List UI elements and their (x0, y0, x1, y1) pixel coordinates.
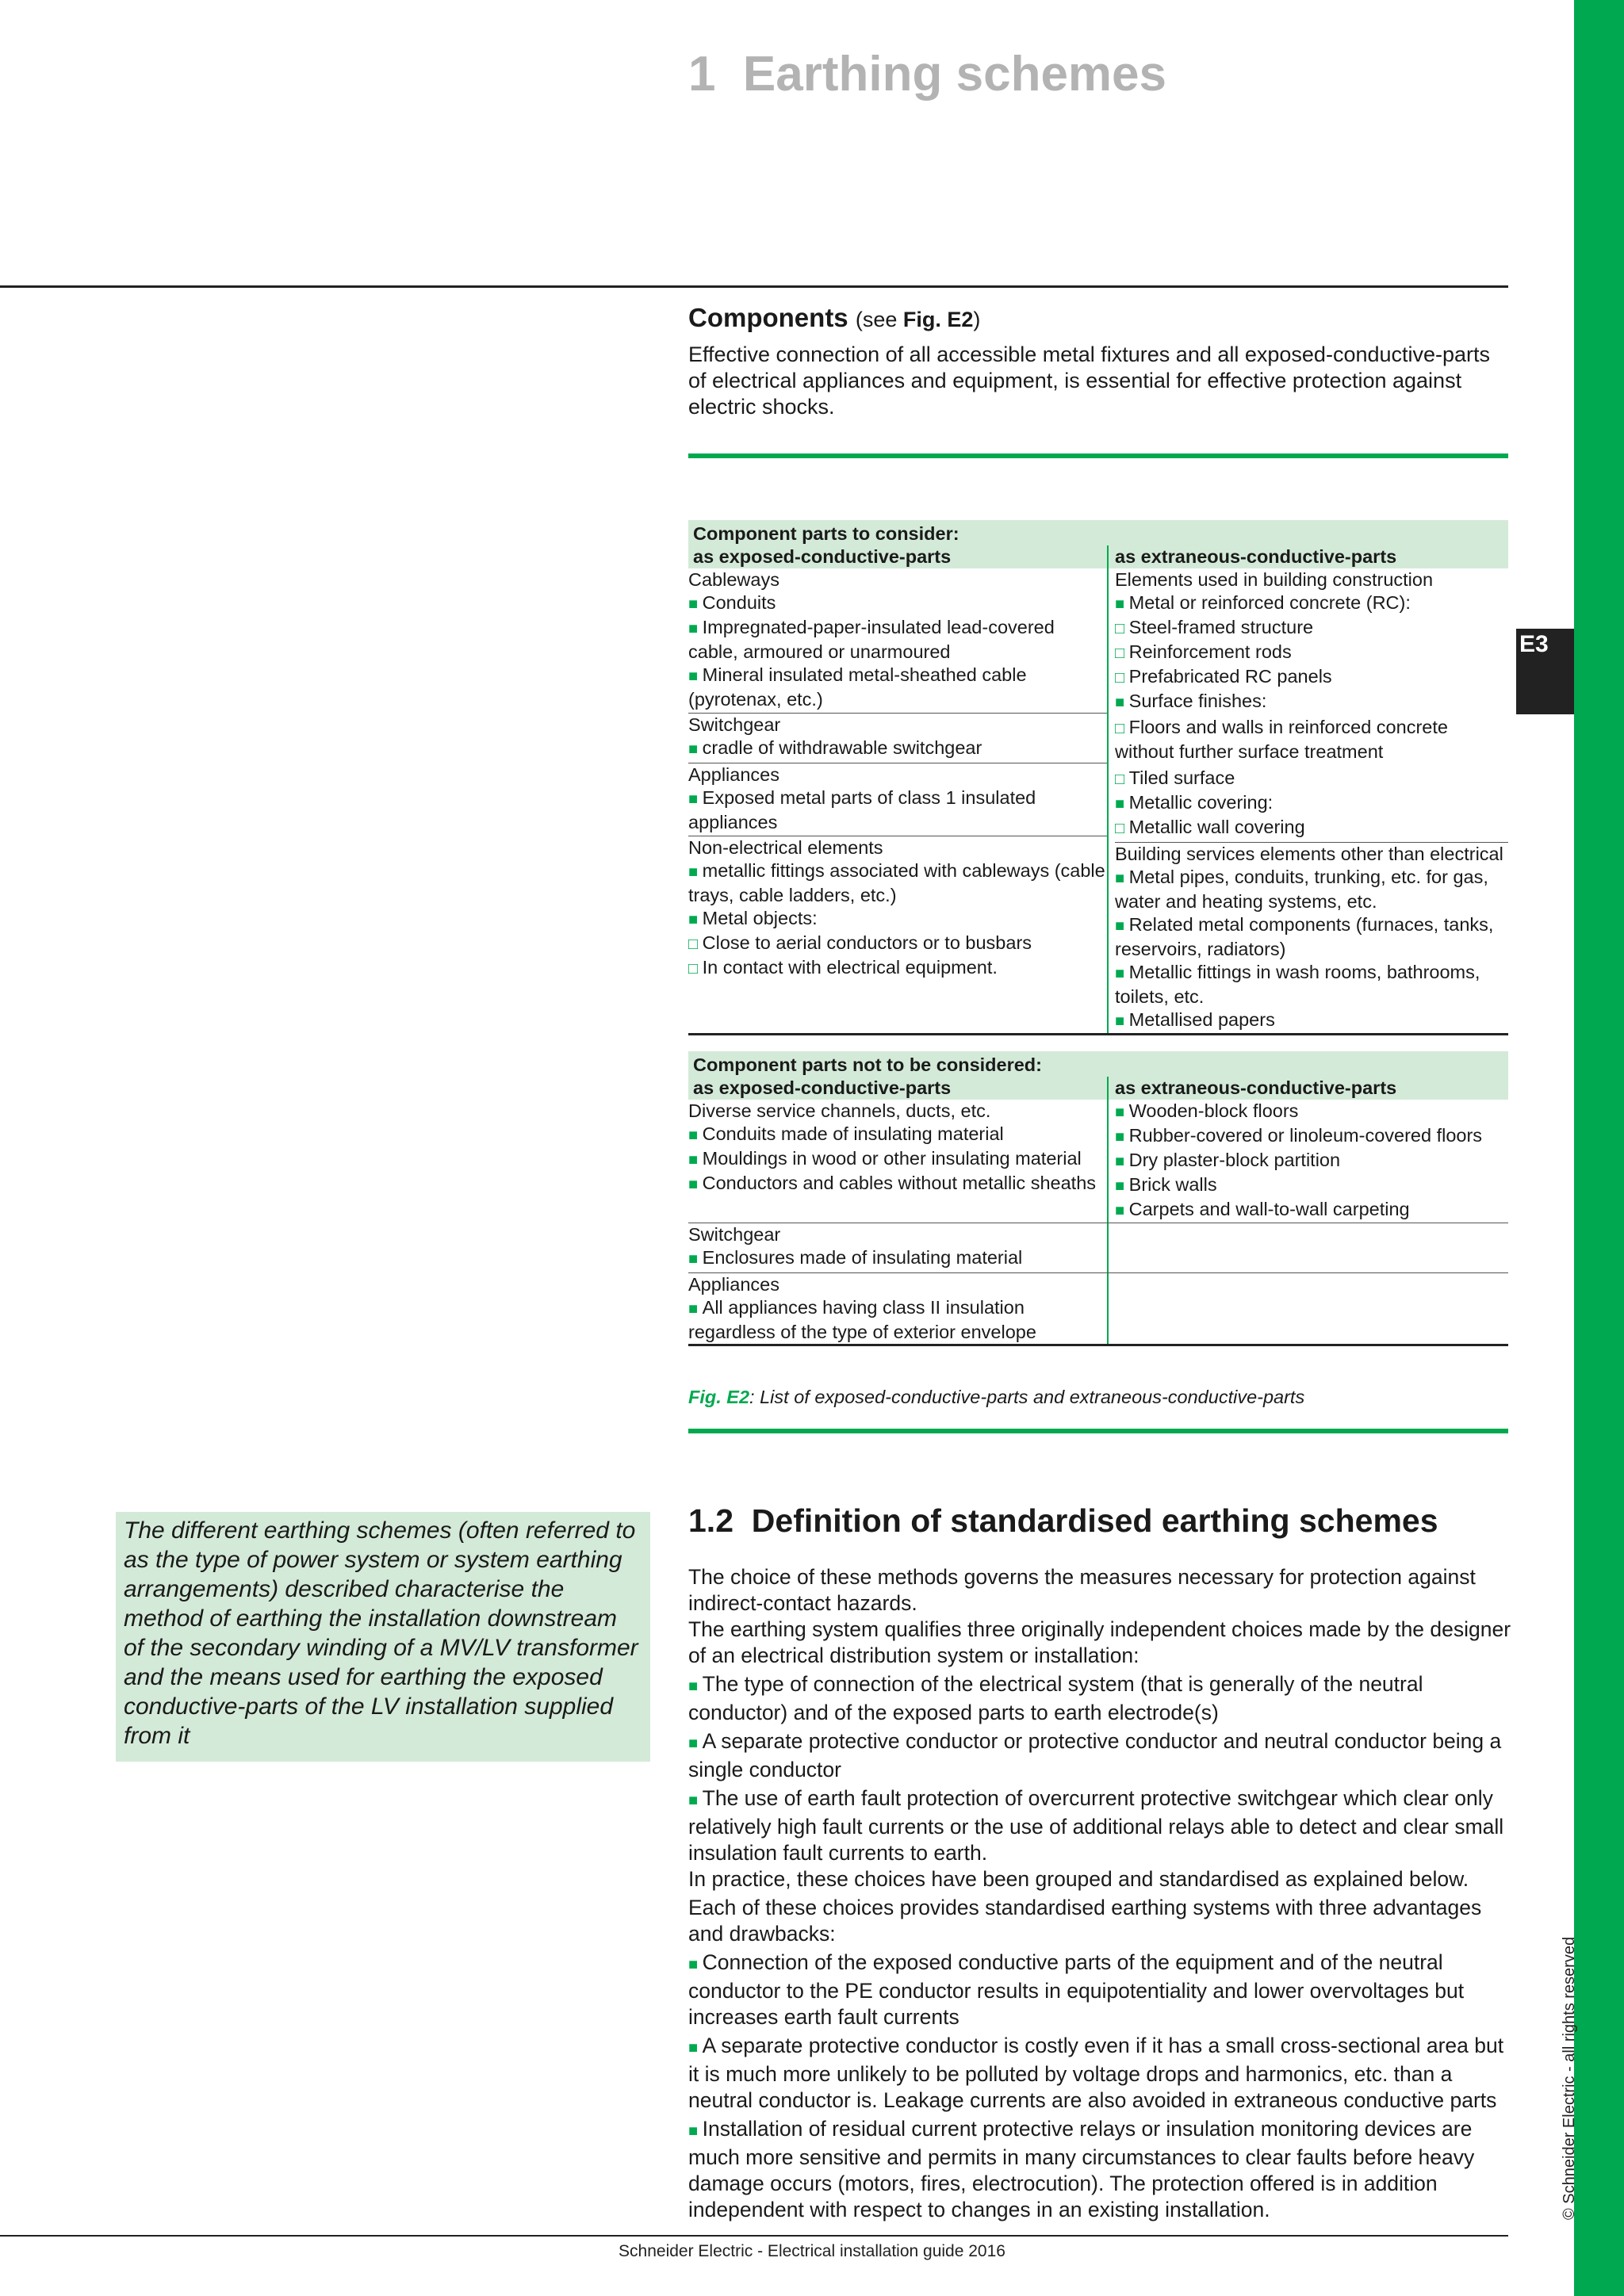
bullet-hollow-square-icon: □ (1115, 669, 1129, 687)
bullet-square-icon: ■ (688, 2122, 703, 2140)
column-header-left: as exposed-conductive-parts (688, 545, 1109, 568)
paragraph: The choice of these methods governs the measures necessary for protection against indirect-contact hazards. (688, 1565, 1476, 1615)
table-cell-line: Elements used in building construction (1115, 569, 1434, 590)
column-header-right: as extraneous-conductive-parts (1115, 1077, 1397, 1098)
bullet-square-icon: ■ (1115, 1177, 1129, 1195)
table1-left-column (688, 568, 1109, 1033)
table-cell-line: ■ Related metal components (furnaces, tanks, reservoirs, radiators) (1115, 914, 1494, 959)
bullet-square-icon: ■ (688, 1176, 703, 1193)
bullet-square-icon: ■ (688, 595, 703, 613)
bullet-square-icon: ■ (688, 1678, 703, 1695)
table-bottom-rule (688, 1344, 1508, 1346)
table-cell-line: □ In contact with electrical equipment. (688, 957, 998, 978)
see-suffix: ) (973, 308, 981, 331)
bullet-square-icon: ■ (688, 911, 703, 928)
bullet-square-icon: ■ (688, 790, 703, 808)
table-cell-line: ■ Conduits (688, 592, 776, 613)
table-not-considered (688, 1051, 1508, 1346)
table-cell-left (688, 1223, 1109, 1272)
table-cell-line: ■ Carpets and wall-to-wall carpeting (1115, 1199, 1410, 1219)
table-cell-line: Appliances (688, 1274, 779, 1295)
table-cell-line: □ Close to aerial conductors or to busbars (688, 932, 1032, 953)
bullet-hollow-square-icon: □ (1115, 771, 1129, 788)
table-cell-line: ■ Metallic fittings in wash rooms, bathrooms, toilets, etc. (1115, 962, 1480, 1007)
table1-left-block (688, 568, 1107, 713)
bullet-hollow-square-icon: □ (1115, 620, 1129, 637)
bullet-square-icon: ■ (1115, 1153, 1129, 1170)
table1-right-column (1109, 568, 1508, 1033)
column-header-left: as exposed-conductive-parts (688, 1077, 1109, 1100)
table-cell-line: ■ Conduits made of insulating material (688, 1123, 1004, 1144)
bullet-square-icon: ■ (688, 1250, 703, 1268)
table-header (688, 520, 1508, 568)
table-cell-left (688, 1273, 1109, 1344)
components-heading-text: Components (688, 303, 848, 332)
table-row (688, 1223, 1508, 1272)
table-header (688, 1051, 1508, 1100)
green-rule-2 (688, 1429, 1508, 1433)
table-body (688, 568, 1508, 1033)
section-body (688, 1564, 1513, 2223)
chapter-title: 1 Earthing schemes (688, 47, 1167, 101)
bullet-square-icon: ■ (688, 1956, 703, 1973)
table-cell-line: □ Floors and walls in reinforced concrete without further surface treatment (1115, 717, 1448, 762)
table-cell-line: ■ All appliances having class II insulation regardless of the type of exterior envelope (688, 1297, 1036, 1342)
bullet-square-icon: ■ (1115, 1128, 1129, 1146)
components-heading (688, 303, 980, 333)
table-title: Component parts not to be considered: (693, 1054, 1042, 1075)
table-cell-line: ■ metallic fittings associated with cableways (cable trays, cable ladders, etc.) (688, 860, 1105, 905)
section-tab: E3 (1516, 629, 1574, 714)
table-cell-line: □ Prefabricated RC panels (1115, 666, 1332, 687)
table1-left-block (688, 763, 1107, 836)
table-cell-line: Non-electrical elements (688, 837, 883, 858)
bullet-item: ■ Connection of the exposed conductive parts of the equipment and of the neutral conductor to the PE conductor results in equipotentiality and lower overvoltages but increases earth fault currents (688, 1950, 1465, 2029)
bullet-item: ■ A separate protective conductor is costly even if it has a small cross-sectional area but it is much more unlikely to be polluted by voltage drops and harmonics, etc. than a neutral conductor is. Leakage currents are also avoided in extraneous conductive parts (688, 2034, 1504, 2112)
paragraph: In practice, these choices have been grouped and standardised as explained below. (688, 1867, 1469, 1891)
table-cell-line: Switchgear (688, 714, 781, 735)
footer-rule (0, 2235, 1508, 2237)
bullet-hollow-square-icon: □ (688, 936, 703, 953)
table-cell-line: ■ Mineral insulated metal-sheathed cable (pyrotenax, etc.) (688, 664, 1027, 710)
bullet-square-icon: ■ (1115, 595, 1129, 613)
footer-text: Schneider Electric - Electrical installation guide 2016 (619, 2242, 1005, 2260)
components-body: Effective connection of all accessible metal fixtures and all exposed-conductive-parts of electrical appliances and equipment, is essential for effective protection against electric shocks. (688, 342, 1491, 419)
bullet-square-icon: ■ (688, 1792, 703, 1809)
bullet-square-icon: ■ (1115, 795, 1129, 813)
table1-left-block (688, 836, 1107, 981)
bullet-square-icon: ■ (1115, 917, 1129, 935)
header-rule (0, 285, 1508, 288)
figure-number: Fig. E2 (688, 1387, 750, 1407)
table-cell-line: ■ Metal objects: (688, 908, 818, 928)
table-cell-line: ■ Enclosures made of insulating material (688, 1247, 1023, 1268)
see-prefix: (see (855, 308, 903, 331)
bullet-square-icon: ■ (688, 668, 703, 685)
table-cell-line: ■ Metal or reinforced concrete (RC): (1115, 592, 1411, 613)
figure-caption (688, 1387, 1304, 1408)
bullet-item: ■ The type of connection of the electrical system (that is generally of the neutral conductor) and of the exposed parts to earth electrode(s) (688, 1672, 1423, 1724)
figure-caption-text: : List of exposed-conductive-parts and extraneous-conductive-parts (749, 1387, 1305, 1407)
bullet-hollow-square-icon: □ (1115, 820, 1129, 837)
bullet-square-icon: ■ (1115, 1202, 1129, 1219)
paragraph: Each of these choices provides standardised earthing systems with three advantages and drawbacks: (688, 1896, 1482, 1946)
table-bottom-rule (688, 1033, 1508, 1035)
copyright-notice: © Schneider Electric - all rights reserved (1561, 1936, 1578, 2220)
table1-left-block (688, 713, 1107, 763)
table-cell-line: ■ Conductors and cables without metallic sheaths (688, 1173, 1097, 1193)
side-color-bar (1574, 0, 1624, 2296)
bullet-square-icon: ■ (1115, 1012, 1129, 1030)
bullet-square-icon: ■ (1115, 965, 1129, 982)
table-cell-line: Appliances (688, 764, 779, 785)
table-cell-line: ■ Metallic covering: (1115, 792, 1274, 813)
table-cell-line: ■ Dry plaster-block partition (1115, 1150, 1341, 1170)
table-cell-left (688, 1100, 1109, 1223)
table-cell-line: ■ Mouldings in wood or other insulating material (688, 1148, 1082, 1169)
table-cell-line: ■ Wooden-block floors (1115, 1100, 1299, 1121)
table-cell-line: □ Metallic wall covering (1115, 817, 1305, 837)
bullet-square-icon: ■ (688, 2039, 703, 2057)
table-row (688, 1100, 1508, 1223)
bullet-square-icon: ■ (688, 1127, 703, 1144)
bullet-square-icon: ■ (688, 620, 703, 637)
bullet-square-icon: ■ (1115, 1104, 1129, 1121)
table-cell-line: Diverse service channels, ducts, etc. (688, 1100, 991, 1121)
bullet-square-icon: ■ (688, 863, 703, 881)
section-heading: 1.2 Definition of standardised earthing schemes (688, 1502, 1438, 1539)
table-cell-line: ■ Rubber-covered or linoleum-covered floors (1115, 1125, 1483, 1146)
bullet-hollow-square-icon: □ (1115, 645, 1129, 662)
table-cell-line: ■ Metallised papers (1115, 1009, 1275, 1030)
bullet-square-icon: ■ (688, 740, 703, 758)
bullet-item: ■ The use of earth fault protection of overcurrent protective switchgear which clear only relatively high fault currents or the use of additional relays able to detect and clear small insulation fault currents to earth. (688, 1786, 1504, 1865)
table-cell-line: ■ Metal pipes, conduits, trunking, etc. for gas, water and heating systems, etc. (1115, 867, 1488, 912)
see-reference: Fig. E2 (902, 308, 974, 331)
table-cell-line: ■ Surface finishes: (1115, 691, 1267, 711)
bullet-square-icon: ■ (688, 1735, 703, 1752)
table-cell-line: ■ Brick walls (1115, 1174, 1217, 1195)
bullet-hollow-square-icon: □ (688, 960, 703, 978)
table-cell-line: Building services elements other than electrical (1115, 844, 1503, 864)
table-cell-right (1109, 1100, 1508, 1223)
table-considered (688, 520, 1508, 1035)
table1-right-block (1115, 568, 1508, 842)
table-cell-line: ■ cradle of withdrawable switchgear (688, 737, 982, 758)
bullet-square-icon: ■ (688, 1151, 703, 1169)
table-cell-line: ■ Exposed metal parts of class 1 insulated appliances (688, 787, 1036, 832)
table-cell-line: □ Reinforcement rods (1115, 641, 1292, 662)
bullet-item: ■ Installation of residual current protective relays or insulation monitoring devices are much more sensitive and permits in many circumstances to clear faults before heavy damage occurs (motors, fires, electrocution). The protection offered is in addition independent with respect to changes in an existing installation. (688, 2117, 1475, 2221)
table-row (688, 1272, 1508, 1344)
bullet-square-icon: ■ (688, 1300, 703, 1318)
bullet-square-icon: ■ (1115, 694, 1129, 711)
bullet-item: ■ A separate protective conductor or protective conductor and neutral conductor being a single conductor (688, 1729, 1502, 1781)
table-cell-right (1109, 1273, 1508, 1344)
table1-right-block (1115, 842, 1508, 1033)
green-rule-1 (688, 453, 1508, 458)
table-cell-right (1109, 1223, 1508, 1272)
margin-callout: The different earthing schemes (often referred to as the type of power system or system earthing arrangements) described characterise the method of earthing the installation downstream of the secondary winding of a MV/LV transformer and the means used for earthing the exposed conductive-parts of the LV installation supplied from it (116, 1512, 650, 1762)
table-cell-line: ■ Impregnated-paper-insulated lead-covered cable, armoured or unarmoured (688, 617, 1055, 662)
table-title: Component parts to consider: (693, 523, 959, 544)
bullet-square-icon: ■ (1115, 870, 1129, 887)
table-cell-line: □ Tiled surface (1115, 767, 1235, 788)
table-cell-line: □ Steel-framed structure (1115, 617, 1314, 637)
column-header-right: as extraneous-conductive-parts (1115, 546, 1397, 567)
table-cell-line: Switchgear (688, 1224, 781, 1245)
paragraph: The earthing system qualifies three originally independent choices made by the designer of an electrical distribution system or installation: (688, 1617, 1511, 1667)
table-cell-line: Cableways (688, 569, 779, 590)
bullet-hollow-square-icon: □ (1115, 720, 1129, 737)
